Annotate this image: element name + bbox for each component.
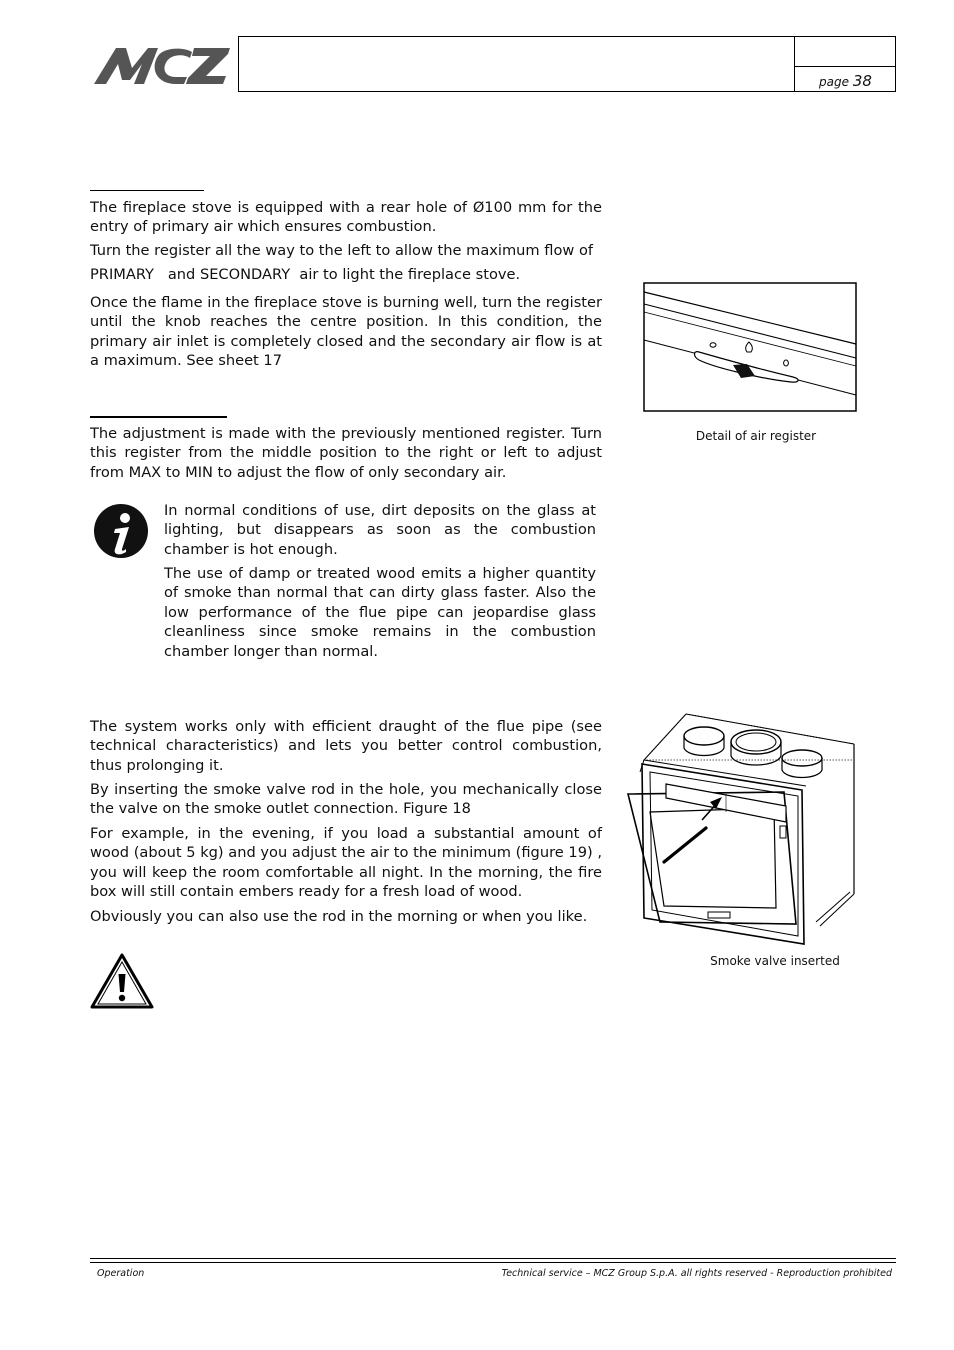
figure-caption: Detail of air register — [695, 429, 817, 443]
air-register-figure — [643, 282, 857, 412]
paragraph: Once the flame in the fireplace stove is burning well, turn the register until the knob reaches the centre position. In this condition, the primary air inlet is completely closed and the secondary air flow is at a maximum. See sheet 17 — [90, 294, 602, 370]
info-note-text: In normal conditions of use, dirt deposits on the glass at lighting, but disappears as soon as the combustion chamber is hot enough. — [164, 502, 596, 558]
footer-left: Operation — [97, 1268, 145, 1279]
figure-caption: Smoke valve inserted — [710, 954, 840, 968]
section-heading-rule — [90, 416, 227, 418]
header-top-cell — [794, 36, 896, 67]
page-label: page — [819, 75, 850, 89]
paragraph: For example, in the evening, if you load a substantial amount of wood (about 5 kg) and you adjust the air to the minimum (figure 19) , you will keep the room comfortable all night. In the morning, the fire box will still contain embers ready for a fresh load of wood. — [90, 825, 602, 901]
footer-right: Technical service – MCZ Group S.p.A. all rights reserved - Reproduction prohibited — [501, 1268, 892, 1279]
page-number: 38 — [852, 72, 872, 90]
page-number-cell — [794, 66, 896, 92]
paragraph: The adjustment is made with the previously mentioned register. Turn this register from the middle position to the right or left to adjust from MAX to MIN to adjust the flow of only secondary air. — [90, 425, 602, 481]
mcz-logo — [92, 44, 232, 86]
paragraph: The system works only with efficient draught of the flue pipe (see technical characteristics) and lets you better control combustion, thus prolonging it. — [90, 718, 602, 774]
paragraph: PRIMARY and SECONDARY air to light the fireplace stove. — [90, 266, 521, 283]
section-heading-rule — [90, 190, 204, 191]
paragraph: Obviously you can also use the rod in the morning or when you like. — [90, 908, 588, 925]
footer-rule — [90, 1258, 896, 1263]
warning-icon — [90, 952, 154, 1010]
paragraph: By inserting the smoke valve rod in the hole, you mechanically close the valve on the smoke outlet connection. Figure 18 — [90, 781, 602, 818]
info-icon — [93, 503, 149, 559]
info-note-text: The use of damp or treated wood emits a higher quantity of smoke than normal that can dirty glass faster. Also the low performance of the flue pipe can jeopardise glass cleanliness since smoke remains in the combustion chamber longer than normal. — [164, 565, 596, 660]
paragraph: The fireplace stove is equipped with a rear hole of Ø100 mm for the entry of primary air which ensures combustion. — [90, 199, 602, 236]
paragraph: Turn the register all the way to the left to allow the maximum flow of — [90, 242, 594, 259]
smoke-valve-figure — [626, 712, 858, 946]
